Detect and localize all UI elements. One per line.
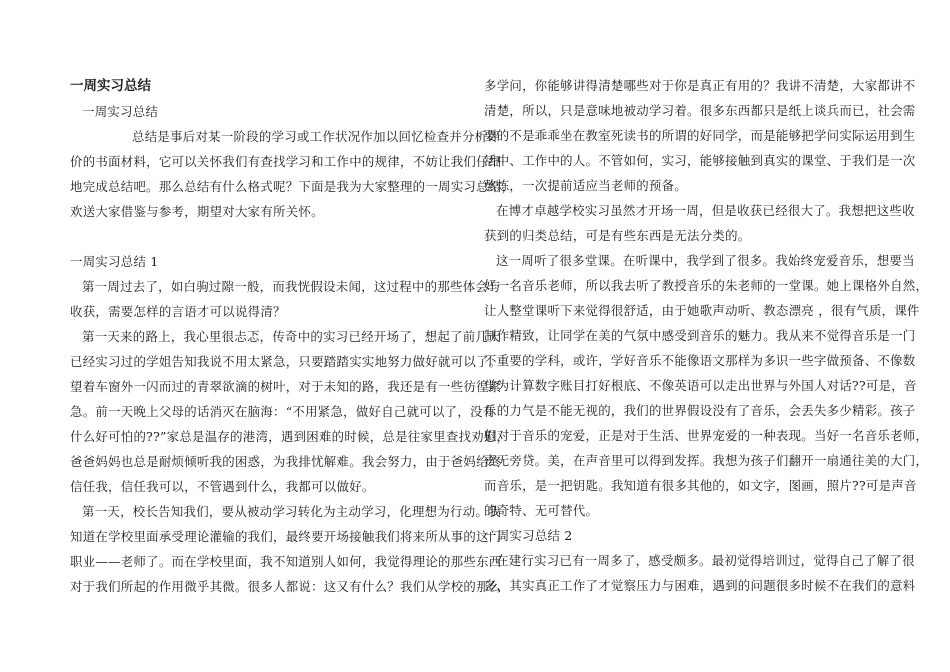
section-heading: 一周实习总结 2 [484,528,573,543]
paragraph-line: 清楚，所以，只是意味地被动学习着。很多东西都只是纸上谈兵而已，社会需 [484,103,916,118]
paragraph-line: 多学问，你能够讲得清楚哪些对于你是真正有用的？我讲不清楚，大家都讲不 [484,78,916,93]
paragraph-line: 爸爸妈妈也总是耐烦倾听我的困惑，为我排忧解难。我会努力，由于爸妈给终 [70,454,502,469]
paragraph-line: 获到的归类总结，可是有些东西是无法分类的。 [484,228,751,243]
paragraph-line: 在博才卓越学校实习虽然才开场一周，但是收获已经很大了。我想把这些收 [496,203,915,218]
paragraph-line: 多，其实真正工作了才觉察压力与困难，遇到的问题很多时候不在我们的意料 [484,578,916,593]
paragraph-line: 已经实习过的学姐告知我说不用太紧急，只要踏踏实实地努力做好就可以了。 [70,354,502,369]
paragraph-line: 价的书面材料，它可以关怀我们有查找学习和工作中的规律，不妨让我们仔细 [70,154,502,169]
paragraph-line: 急。前一天晚上父母的话消灭在脑海：“不用紧急，做好自己就可以了，没有 [70,404,496,419]
document-title: 一周实习总结 [70,78,151,94]
paragraph-line: 乐的力气是不能无视的，我们的世界假设没有了音乐，会丢失多少精彩。孩子 [484,403,916,418]
paragraph-line: 的奇特、无可替代。 [484,503,599,518]
paragraph-line: 学为计算数字账目打好根底、不像英语可以走出世界与外国人对话??可是，音 [484,378,917,393]
paragraph-line: 活中、工作中的人。不管如何，实习，能够接触到真实的课堂、于我们是一次 [484,153,916,168]
paragraph-line: 信任我，信任我可以，不管遇到什么，我都可以做好。 [70,479,375,494]
paragraph-line: 职业——老师了。而在学校里面，我不知道别人如何，我觉得理论的那些东西 [70,554,502,569]
paragraph-line: 总结是事后对某一阶段的学习或工作状况作加以回忆检查并分析评 [132,129,501,144]
paragraph-line: 欢送大家借鉴与参考，期望对大家有所关怀。 [70,204,324,219]
paragraph-line: 要的不是乖乖坐在教室死读书的所谓的好同学，而是能够把学问实际运用到生 [484,128,916,143]
paragraph-line: 熬炼，一次提前适应当老师的预备。 [484,178,688,193]
paragraph-line: 第一天，校长告知我们，要从被动学习转化为主动学习，化理想为行动。我 [82,504,501,519]
paragraph-line: 责无旁贷。美，在声音里可以得到发挥。我想为孩子们翻开一扇通往美的大门， [484,453,929,468]
paragraph-line: 第一周过去了，如白驹过隙一般，而我恍假设未闻，这过程中的那些体会与 [82,279,501,294]
paragraph-line: 什么好可怕的??”家总是温存的港湾，遇到困难的时候，总是往家里查找劝慰， [70,429,510,444]
paragraph-line: 对于我们所起的作用微乎其微。很多人都说：这又有什么？我们从学校的那么 [70,579,502,594]
paragraph-line: 不重要的学科，或许，学好音乐不能像语文那样为多识一些字做预备、不像数 [484,353,916,368]
paragraph-line: 地完成总结吧。那么总结有什么格式呢？下面是我为大家整理的一周实习总结， [70,179,515,194]
paragraph-line: 收获，需要怎样的言语才可以说得清？ [70,304,286,319]
paragraph-line: 这一周听了很多堂课。在听课中，我学到了很多。我始终宠爱音乐，想要当 [496,253,915,268]
paragraph-line: 制作精致，让同学在美的气氛中感受到音乐的魅力。我从来不觉得音乐是一门 [484,328,916,343]
paragraph-line: 好一名音乐老师，所以我去听了教授音乐的朱老师的一堂课。她上课格外自然， [484,278,929,293]
paragraph-line: 知道在学校里面承受理论灌输的我们，最终要开场接触我们将来所从事的这门 [70,529,502,544]
paragraph-line: 而音乐，是一把钥匙。我知道有很多其他的，如文字，图画，照片??可是声音 [484,478,917,493]
paragraph-line: 在建行实习已有一周多了，感受颇多。最初觉得培训过，觉得自己了解了很 [496,553,915,568]
paragraph-line: 望着车窗外一闪而过的青翠欲滴的树叶，对于未知的路，我还是有一些彷徨紧 [70,379,502,394]
paragraph-line: 让人整堂课听下来觉得很舒适，由于她歌声动听、教态漂亮 ，很有气质，课件 [484,303,920,318]
section-heading: 一周实习总结 1 [70,254,159,269]
subtitle: 一周实习总结 [82,104,159,119]
paragraph-line: 第一天来的路上，我心里很忐忑，传奇中的实习已经开场了，想起了前几天 [82,329,501,344]
paragraph-line: 们对于音乐的宠爱，正是对于生活、世界宠爱的一种表现。当好一名音乐老师， [484,428,929,443]
